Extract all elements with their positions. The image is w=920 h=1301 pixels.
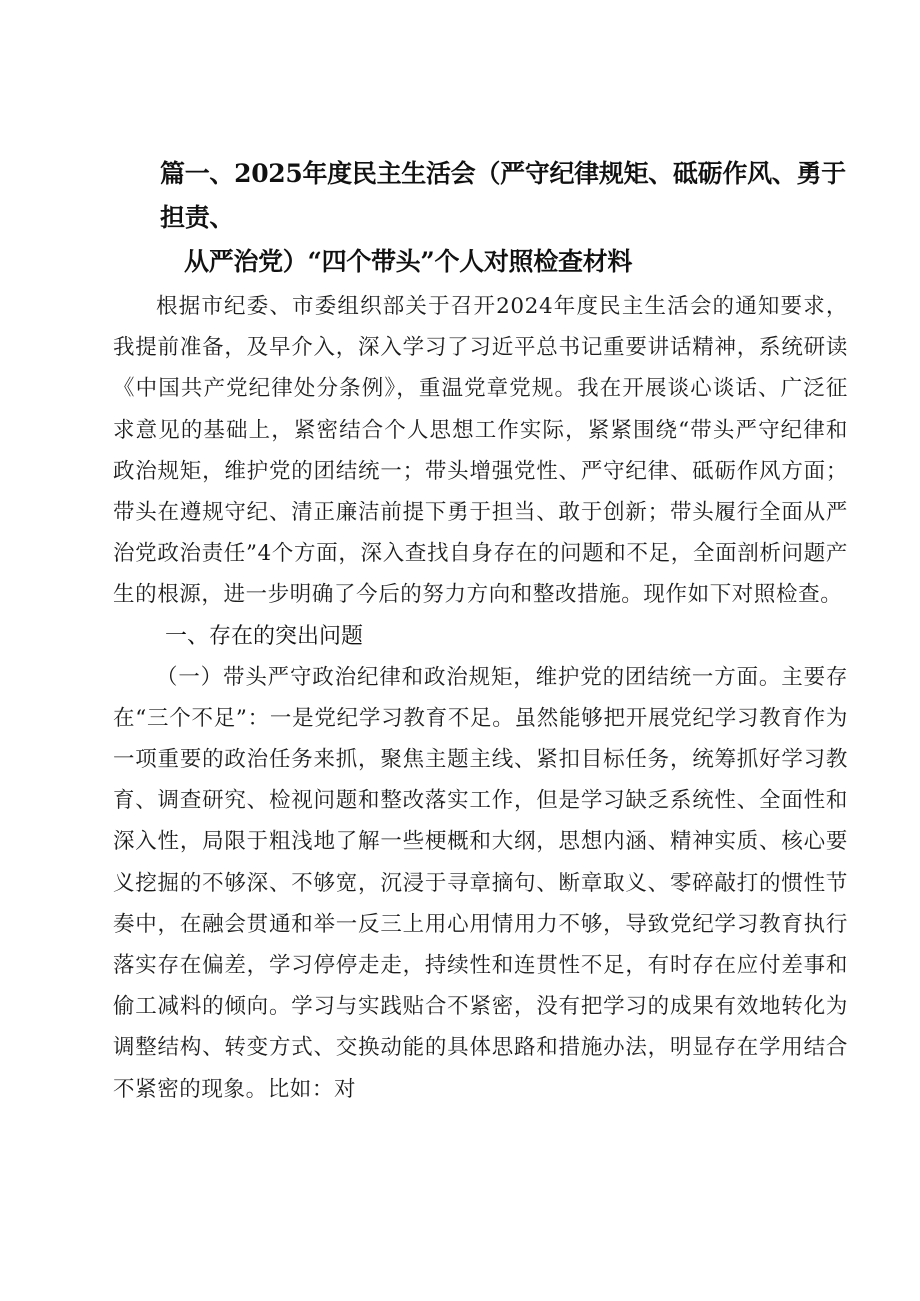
section-heading: 一、存在的突出问题: [165, 623, 364, 649]
section-paragraph: （一）带头严守政治纪律和政治规矩，维护党的团结统一方面。主要存在“三个不足”：一是党纪学习教育不足。虽然能够把开展党纪学习教育作为一项重要的政治任务来抓，聚焦主题主线、紧扣目标任务，统筹抓好学习教育、调查研究、检视问题和整改落实工作，但是学习缺乏系统性、全面性和深入性，局限于粗浅地了解一些梗概和大纲，思想内涵、精神实质、核心要义挖掘的不够深、不够宽，沉浸于寻章摘句、断章取义、零碎敲打的惯性节奏中，在融会贯通和举一反三上用心用情用力不够，导致党纪学习教育执行落实存在偏差，学习停停走走，持续性和连贯性不足，有时存在应付差事和偷工减料的倾向。学习与实践贴合不紧密，没有把学习的成果有效地转化为调整结构、转变方式、交换动能的具体思路和措施办法，明显存在学用结合不紧密的现象。比如：对: [113, 664, 848, 1102]
intro-paragraph: 根据市纪委、市委组织部关于召开2024年度民主生活会的通知要求，我提前准备，及早介入，深入学习了习近平总书记重要讲话精神，系统研读《中国共产党纪律处分条例》，重温党章党规。我在开展谈心谈话、广泛征求意见的基础上，紧密结合个人思想工作实际，紧紧围绕“带头严守纪律和政治规矩，维护党的团结统一；带头增强党性、严守纪律、砥砺作风方面；带头在遵规守纪、清正廉洁前提下勇于担当、敢于创新；带头履行全面从严治党政治责任”4个方面，深入查找自身存在的问题和不足，全面剖析问题产生的根源，进一步明确了今后的努力方向和整改措施。现作如下对照检查。: [113, 294, 848, 608]
title-line-1: 篇一、2025年度民主生活会（严守纪律规矩、砥砺作风、勇于担责、: [160, 159, 846, 232]
document-body: [113, 286, 848, 1110]
document-title: [160, 152, 850, 284]
title-line-2: 从严治党）“四个带头”个人对照检查材料: [184, 247, 633, 276]
